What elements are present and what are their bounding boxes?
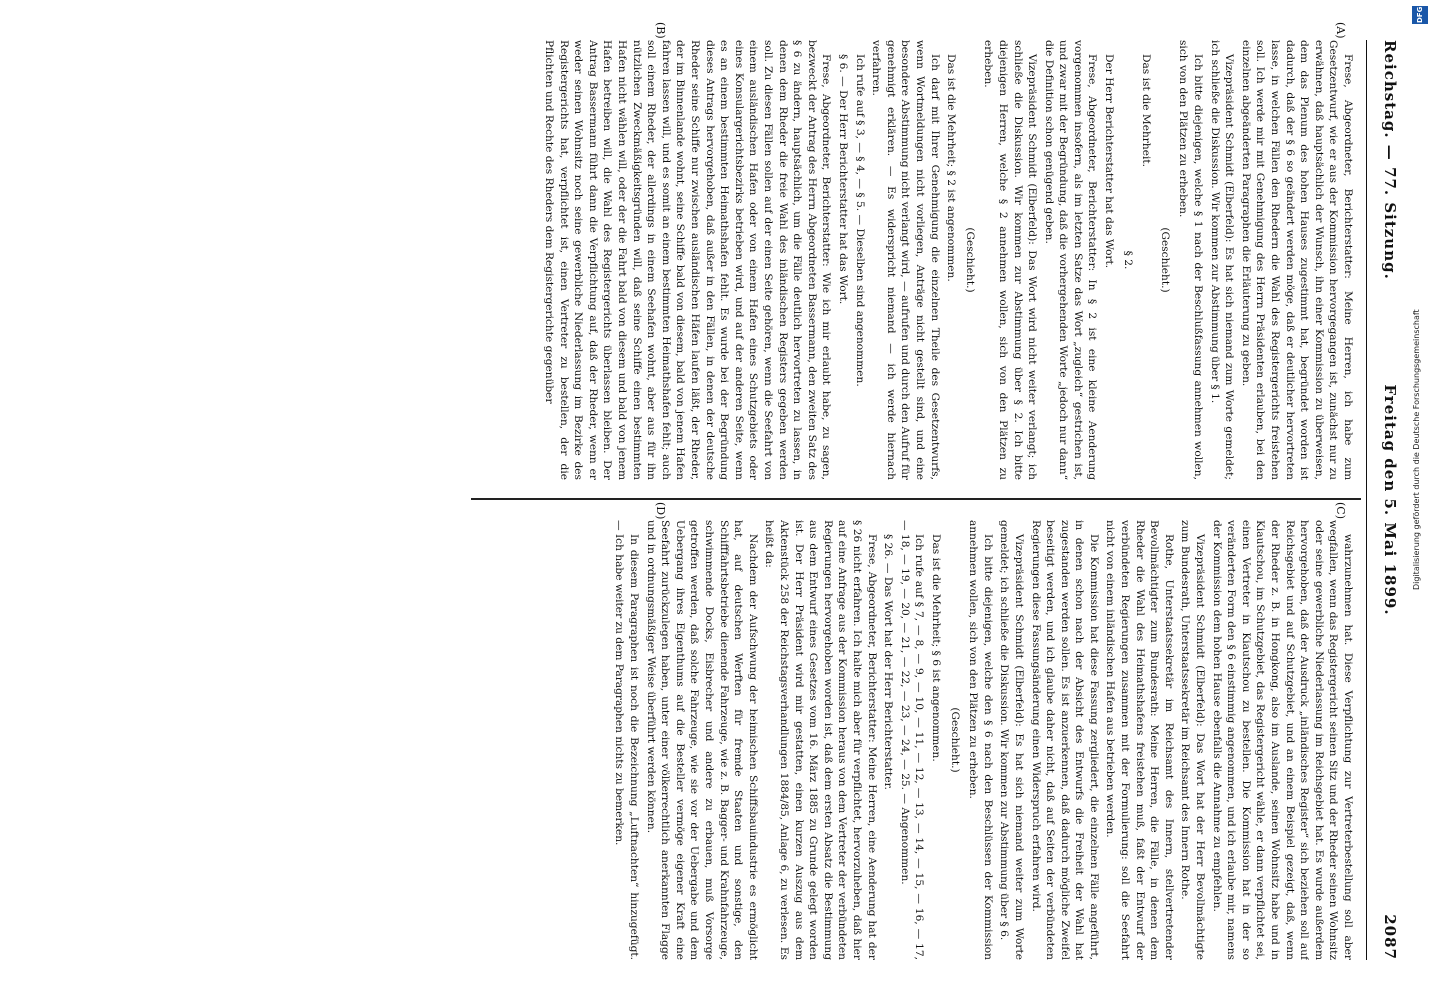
paragraph: Nachdem der Aufschwung der heimischen Schiffsbauindustrie es ermöglicht hat, auf deutschen Werften für fremde Staaten und sonstige, den Schifffahrtsbetriebe dienende Fahrzeuge, wie z. B. Bagger- und Krahnfahrzeuge, schwimmende Docks, Eisbrecher und andere zu erbauen, muß Vorsorge getroffen werden, daß solche Fahrzeuge, wie sie vor der Uebergabe und dem Uebergang ihres Eigenthums auf die Besteller vermöge eigener Kraft eine Seefahrt zurückzulegen haben, unter einer völkerrechtlich anerkannten Flagge und in ordnungsmäßiger Weise überführt werden können. — [644, 520, 759, 960]
paragraph: § 26. — Das Wort hat der Herr Berichterstatter. — [882, 534, 895, 790]
margin-marker-b: (B) — [654, 22, 667, 39]
paragraph: Rothe, Unterstaatssekretär im Reichsamt des Innern, stellvertretender Bevollmächtigter zum Bundesrath: Meine Herren, die Fälle, in denen dem Rheder die Wahl des Heimathshafens freistehen muß, faßt der Entwurf der verbündeten Regierungen zusammen mit der Formulierung: soll die Seefahrt nicht von einem inländischen Hafen aus betrieben werden. — [1104, 520, 1175, 960]
paragraph: Ich rufe auf § 7, — 8, — 9, — 10, — 11, — 12, — 13, — 14, — 15, — 16, — 17, — 18, — 19, — 20, — 21, — 22, — 23, — 24, — 25. — Angenommen. — [898, 520, 926, 960]
paragraph: Ich bitte diejenigen, welche § 1 nach der Beschlußfassung annehmen wollen, sich von den Plätzen zu erheben. — [1177, 40, 1205, 480]
header-left: Reichstag. — 77. Sitzung. — [1381, 40, 1399, 280]
page-number: 2087 — [1381, 914, 1399, 960]
column-divider — [471, 498, 1361, 500]
paragraph: Frese, Abgeordneter, Berichterstatter: Meine Herren, eine Aenderung hat der § 26 nicht erfahren. Ich halte mich aber für verpflichtet, hervorzuheben, daß hier auf eine Anfrage aus der Kommission heraus von dem Vertreter der verbündeten Regierungen hervorgehoben worden ist, daß dem ersten Absatz die Bestimmung aus dem Entwurf eines Gesetzes vom 16. März 1885 zu Grunde gelegt worden ist. Der Herr Präsident wird mir gestatten, einen kurzen Auszug aus dem Aktenstück 258 der Reichstagsverhandlungen 1884/85, Anlage 6, zu verlesen. Es heißt da: — [763, 520, 878, 960]
paragraph: Das ist die Mehrheit. — [1140, 54, 1153, 167]
paragraph: In diesem Paragraphen ist noch die Bezeichnung „Luftnachten“ hinzugefügt. — Ich habe weiter zu dem Paragraphen nichts zu bemerken. — [613, 520, 641, 960]
paragraph: § 6. — Der Herr Berichterstatter hat das Wort. — [837, 54, 849, 305]
paragraph: Der Herr Berichterstatter hat das Wort. — [1103, 54, 1116, 269]
rotated-page-content — [27, 20, 1407, 980]
left-column — [475, 40, 1355, 480]
paragraph: Ich darf mit Ihrer Genehmigung die einzelnen Theile des Gesetzentwurfs, wenn Wortmeldungen nicht vorliegen, Anträge nicht gestellt sind, und eine besondere Abstimmung nicht verlangt wird, — aufrufen und durch den Aufruf für genehmigt erklären. — Es widerspricht niemand — ich werde hiernach verfahren. — [870, 40, 941, 480]
paragraph: Die Kommission hat diese Fassung zergliedert, die einzelnen Fälle angeführt, in denen schon nach der Absicht des Entwurfs die Freiheit der Wahl hat zugestanden werden sollen. Es ist anzuerkennen, daß dadurch mögliche Zweifel beseitigt werden, und ich glaube daher nicht, daß auf Seiten der verbündeten Regierungen diese Fassungsänderung einen Widerspruch erfahren wird. — [1029, 520, 1100, 960]
digitization-sidebar — [1402, 0, 1434, 1000]
header-center: Freitag den 5. Mai 1899. — [1381, 384, 1399, 616]
header-rule — [1366, 40, 1367, 960]
paragraph: Vizepräsident Schmidt (Elberfeld): Es hat sich niemand weiter zum Worte gemeldet; ich schließe die Diskussion. Wir kommen zur Abstimmung über § 6. — [998, 520, 1025, 960]
running-header — [1373, 40, 1399, 960]
paragraph: Ich rufe auf § 3, — § 4, — § 5. — Dieselben sind angenommen. — [853, 54, 866, 387]
paragraph: Frese, Abgeordneter, Berichterstatter: In § 2 ist eine kleine Aenderung vorgenommen insofern, als im letzten Satze das Wort „zugleich“ gestrichen ist, und zwar mit der Begründung, daß die vorhergehenden Worte „jedoch nur dann“ die Definition schon genügend geben. — [1042, 40, 1099, 480]
paragraph: Frese, Abgeordneter, Berichterstatter: Meine Herren, ich habe zum Gesetzentwurf, wie er aus der Kommission hervorgegangen ist, zunächst nur zu erwähnen, daß hauptsächlich der Wunsch, ihn einer Kommission zu überweisen, dem das Plenum des hohen Hauses zugestimmt hat, begründet worden ist dadurch, daß der § 6 so geändert werden möge, daß er deutlicher hervortreten lasse, in welchen Fällen den Rhedern die Wahl des Registergerichts freistehen soll. Ich werde mir mit Genehmigung des Herrn Präsidenten erlauben, bei den einzelnen abgeänderten Paragraphen die Erläuterung zu geben. — [1239, 40, 1354, 480]
paragraph: Das ist die Mehrheit; § 2 ist angenommen. — [945, 54, 958, 282]
paragraph: Vizepräsident Schmidt (Elberfeld): Es hat sich niemand zum Worte gemeldet; ich schließe die Diskussion. Wir kommen zur Abstimmung über § 1. — [1208, 40, 1236, 480]
paragraph: Vizepräsident Schmidt (Elberfeld): Das Wort hat der Herr Bevollmächtigte zum Bundesrath, Unterstaatssekretär im Reichsamt des Innern Rothe. — [1179, 520, 1207, 960]
digitization-credit: Digitalisierung gefördert durch die Deutsche Forschungsgemeinschaft — [1412, 309, 1421, 590]
paragraph: Frese, Abgeordneter, Berichterstatter: Wie ich mir erlaubt habe, zu sagen, bezweckt der Antrag des Herrn Abgeordneten Bassermann, den zweiten Satz des § 6 zu ändern, hauptsächlich, um die Fälle deutlich hervortreten zu lassen, in denen dem Rheder die freie Wahl des inländischen Registers gegeben werden soll. Zu diesen Fällen sollen auf der einen Seite gehören, wenn die Seefahrt von einem ausländischen Hafen oder von einem Hafen eines Schutzgebiets oder eines Konsulargerichtsbezirks betrieben wird, und auf der anderen Seite, wenn es an einem bestimmten Heimathshafen fehlt. Es wurde bei der Begründung dieses Antrags hervorgehoben, daß außer in den Fällen, in denen der deutsche Rheder seine Schiffe nur zwischen ausländischen Häfen laufen läßt, der Rheder, der im Binnenlande wohnt, seine Schiffe bald von diesem, bald von jenem Hafen fahren lassen will, und es somit an einem bestimmten Heimathshafen fehlt; auch soll einem Rheder, der allerdings in einem Seehafen wohnt, aber aus für ihn nützlichen Zweckmäßigkeitsgründen will, daß seine Schiffe einen bestimmten Hafen nicht wählen will, oder der die Fahrt bald von diesem und bald von jenem Hafen betreiben will, die Wahl des Registergerichts überlassen bleiben. Der Antrag Bassermann führt dann die Verpflichtung auf, daß der Rheder, wenn er weder seinen Wohnsitz noch seine gewerbliche Niederlassung im Bezirke des Registergerichts hat, verpflichtet ist, einen Vertreter zu bestellen, der die Pflichten und Rechte des Rheders dem Registergerichte gegenüber — [543, 40, 833, 480]
paragraph: (Geschieht.) — [948, 707, 961, 773]
paragraph: wahrzunehmen hat. Diese Verpflichtung zur Vertreterbestellung soll aber wegfallen, wenn das Registergericht seinen Sitz und der Rheder seinen Wohnsitz oder seine gewerbliche Niederlassung im Reichsgebiet hat. Es wurde außerdem hervorgehoben, daß der Ausdruck „inländisches Register“ sich beziehen soll auf Reichsgebiet und auf Schutzgebiet, und an einem Beispiel gezeigt, daß, wenn der Rheder z. B. in Hongkong, also im Auslande, seinen Wohnsitz habe und in Kiautschou, im Schutzgebiet, das Registergericht wähle, er dann verpflichtet sei, einen Vertreter in Kiautschou zu bestellen. Die Kommission hat in der so veränderten Form den § 6 einstimmig angenommen, und ich erlaube mir, namens der Kommission dem hohen Hause ebenfalls die Annahme zu empfehlen. — [1210, 520, 1354, 960]
margin-marker-a: (A) — [1334, 22, 1347, 39]
margin-marker-c: (C) — [1334, 502, 1347, 519]
right-column — [475, 520, 1355, 960]
dfg-logo: DFG — [1412, 6, 1428, 24]
paragraph: Ich bitte diejenigen, welche den § 6 nach den Beschlüssen der Kommission annehmen wollen, sich von den Plätzen zu erheben. — [967, 520, 994, 960]
margin-marker-d: (D) — [654, 502, 667, 520]
paragraph: (Geschieht.) — [1158, 227, 1171, 293]
paragraph: Vizepräsident Schmidt (Elberfeld): Das Wort wird nicht weiter verlangt; ich schließe die Diskussion. Wir kommen zur Abstimmung über § 2. Ich bitte diejenigen Herren, welche § 2 annehmen wollen, sich von den Plätzen zu erheben. — [982, 40, 1039, 480]
paragraph: Das ist die Mehrheit; § 6 ist angenommen. — [929, 534, 942, 762]
paragraph: § 2. — [1121, 250, 1134, 270]
paragraph: (Geschieht.) — [963, 227, 976, 293]
